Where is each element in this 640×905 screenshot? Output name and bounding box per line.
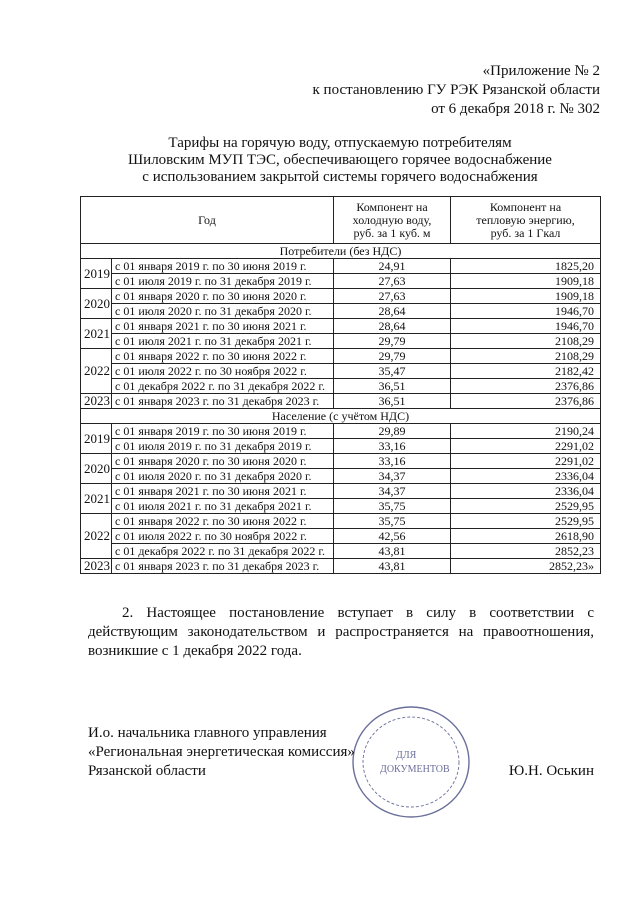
title-line-1: Тарифы на горячую воду, отпускаемую потребителям — [168, 135, 512, 151]
header-cold — [334, 197, 451, 244]
table-row — [81, 379, 601, 394]
heat-value-cell: 1909,18 — [451, 274, 601, 289]
table-row — [81, 259, 601, 274]
table-row — [81, 289, 601, 304]
period-cell: с 01 июля 2021 г. по 31 декабря 2021 г. — [112, 499, 334, 514]
tariff-table — [80, 196, 601, 574]
period-cell: с 01 января 2021 г. по 30 июня 2021 г. — [112, 484, 334, 499]
table-row — [81, 454, 601, 469]
title-line-2: Шиловским МУП ТЭС, обеспечивающего горячее водоснабжение — [128, 152, 552, 168]
annex-line-2: к постановлению ГУ РЭК Рязанской области — [312, 82, 600, 98]
cold-value-cell: 28,64 — [334, 319, 451, 334]
paragraph-text: 2. Настоящее постановление вступает в силу в соответствии с действующим законодательством и распространяется на правоотношения, возникшие с 1 декабря 2022 года. — [88, 605, 594, 659]
cold-value-cell: 28,64 — [334, 304, 451, 319]
period-cell: с 01 января 2020 г. по 30 июня 2020 г. — [112, 454, 334, 469]
period-cell: с 01 января 2019 г. по 30 июня 2019 г. — [112, 424, 334, 439]
heat-value-cell: 2852,23» — [451, 559, 601, 574]
annex-header — [313, 62, 600, 119]
heat-value-cell: 2336,04 — [451, 484, 601, 499]
table-row — [81, 424, 601, 439]
table-row — [81, 334, 601, 349]
annex-line-3: от 6 декабря 2018 г. № 302 — [431, 101, 600, 117]
title-line-3: с использованием закрытой системы горячего водоснабжения — [142, 169, 538, 185]
header-heat-line-3: руб. за 1 Гкал — [490, 225, 561, 240]
heat-value-cell: 2376,86 — [451, 394, 601, 409]
year-cell: 2022 — [81, 514, 112, 559]
heat-value-cell: 2852,23 — [451, 544, 601, 559]
table-row — [81, 304, 601, 319]
period-cell: с 01 января 2022 г. по 30 июня 2022 г. — [112, 514, 334, 529]
heat-value-cell: 1946,70 — [451, 304, 601, 319]
cold-value-cell: 27,63 — [334, 274, 451, 289]
cold-value-cell: 24,91 — [334, 259, 451, 274]
period-cell: с 01 января 2022 г. по 30 июня 2022 г. — [112, 349, 334, 364]
period-cell: с 01 декабря 2022 г. по 31 декабря 2022 г. — [112, 544, 334, 559]
heat-value-cell: 2108,29 — [451, 334, 601, 349]
table-row — [81, 319, 601, 334]
header-heat-line-2: тепловую энергию, — [476, 212, 575, 227]
table-row — [81, 544, 601, 559]
period-cell: с 01 января 2023 г. по 31 декабря 2023 г. — [112, 394, 334, 409]
period-cell: с 01 июля 2020 г. по 31 декабря 2020 г. — [112, 469, 334, 484]
cold-value-cell: 36,51 — [334, 379, 451, 394]
header-cold-line-2: холодную воду, — [352, 212, 432, 227]
group-title: Население (с учётом НДС) — [81, 409, 601, 424]
header-cold-line-1: Компонент на — [356, 199, 428, 214]
heat-value-cell: 2618,90 — [451, 529, 601, 544]
period-cell: с 01 июля 2020 г. по 31 декабря 2020 г. — [112, 304, 334, 319]
year-cell: 2020 — [81, 454, 112, 484]
table-header-row — [81, 197, 601, 244]
signature-line-1: И.о. начальника главного управления — [88, 725, 327, 741]
year-cell: 2021 — [81, 484, 112, 514]
table-row — [81, 439, 601, 454]
cold-value-cell: 42,56 — [334, 529, 451, 544]
stamp-outer-ring — [353, 707, 469, 817]
cold-value-cell: 34,37 — [334, 469, 451, 484]
signatory-name: Ю.Н. Оськин — [508, 763, 594, 779]
heat-value-cell: 1946,70 — [451, 319, 601, 334]
table-row — [81, 364, 601, 379]
header-cold-line-3: руб. за 1 куб. м — [353, 225, 431, 240]
stamp-inner-ring — [363, 717, 459, 807]
stamp-line-2: ДОКУМЕНТОВ — [380, 764, 450, 775]
period-cell: с 01 июля 2022 г. по 30 ноября 2022 г. — [112, 529, 334, 544]
table-row — [81, 559, 601, 574]
cold-value-cell: 34,37 — [334, 484, 451, 499]
heat-value-cell: 1909,18 — [451, 289, 601, 304]
period-cell: с 01 июля 2019 г. по 31 декабря 2019 г. — [112, 439, 334, 454]
period-cell: с 01 января 2020 г. по 30 июня 2020 г. — [112, 289, 334, 304]
cold-value-cell: 27,63 — [334, 289, 451, 304]
cold-value-cell: 43,81 — [334, 544, 451, 559]
year-cell: 2019 — [81, 424, 112, 454]
heat-value-cell: 2291,02 — [451, 439, 601, 454]
table-row — [81, 514, 601, 529]
cold-value-cell: 33,16 — [334, 439, 451, 454]
header-heat — [451, 197, 601, 244]
heat-value-cell: 2336,04 — [451, 469, 601, 484]
table-row — [81, 484, 601, 499]
cold-value-cell: 36,51 — [334, 394, 451, 409]
signature-block — [88, 724, 355, 781]
header-year: Год — [81, 197, 334, 244]
period-cell: с 01 января 2019 г. по 30 июня 2019 г. — [112, 259, 334, 274]
table-row — [81, 274, 601, 289]
heat-value-cell: 1825,20 — [451, 259, 601, 274]
heat-value-cell: 2190,24 — [451, 424, 601, 439]
table-body — [81, 244, 601, 574]
table-row — [81, 349, 601, 364]
year-cell: 2021 — [81, 319, 112, 349]
year-cell: 2023 — [81, 394, 112, 409]
heat-value-cell: 2376,86 — [451, 379, 601, 394]
heat-value-cell: 2291,02 — [451, 454, 601, 469]
period-cell: с 01 января 2023 г. по 31 декабря 2023 г. — [112, 559, 334, 574]
cold-value-cell: 35,75 — [334, 514, 451, 529]
cold-value-cell: 29,79 — [334, 349, 451, 364]
heat-value-cell: 2529,95 — [451, 499, 601, 514]
year-cell: 2019 — [81, 259, 112, 289]
group-title: Потребители (без НДС) — [81, 244, 601, 259]
year-cell: 2020 — [81, 289, 112, 319]
year-cell: 2022 — [81, 349, 112, 394]
document-title — [90, 135, 590, 186]
period-cell: с 01 января 2021 г. по 30 июня 2021 г. — [112, 319, 334, 334]
heat-value-cell: 2182,42 — [451, 364, 601, 379]
group-title-row — [81, 409, 601, 424]
table-row — [81, 529, 601, 544]
cold-value-cell: 35,75 — [334, 499, 451, 514]
seal-stamp — [346, 700, 476, 824]
table-row — [81, 499, 601, 514]
table-row — [81, 469, 601, 484]
signature-line-2: «Региональная энергетическая комиссия» — [88, 744, 355, 760]
paragraph-2 — [88, 604, 594, 661]
cold-value-cell: 35,47 — [334, 364, 451, 379]
table-row — [81, 394, 601, 409]
heat-value-cell: 2108,29 — [451, 349, 601, 364]
group-title-row — [81, 244, 601, 259]
period-cell: с 01 июля 2022 г. по 30 ноября 2022 г. — [112, 364, 334, 379]
annex-line-1: «Приложение № 2 — [482, 63, 600, 79]
year-cell: 2023 — [81, 559, 112, 574]
signature-line-3: Рязанской области — [88, 763, 206, 779]
cold-value-cell: 29,79 — [334, 334, 451, 349]
stamp-line-1: ДЛЯ — [396, 750, 417, 761]
period-cell: с 01 декабря 2022 г. по 31 декабря 2022 г. — [112, 379, 334, 394]
cold-value-cell: 43,81 — [334, 559, 451, 574]
period-cell: с 01 июля 2021 г. по 31 декабря 2021 г. — [112, 334, 334, 349]
cold-value-cell: 29,89 — [334, 424, 451, 439]
heat-value-cell: 2529,95 — [451, 514, 601, 529]
period-cell: с 01 июля 2019 г. по 31 декабря 2019 г. — [112, 274, 334, 289]
header-heat-line-1: Компонент на — [489, 199, 562, 214]
cold-value-cell: 33,16 — [334, 454, 451, 469]
